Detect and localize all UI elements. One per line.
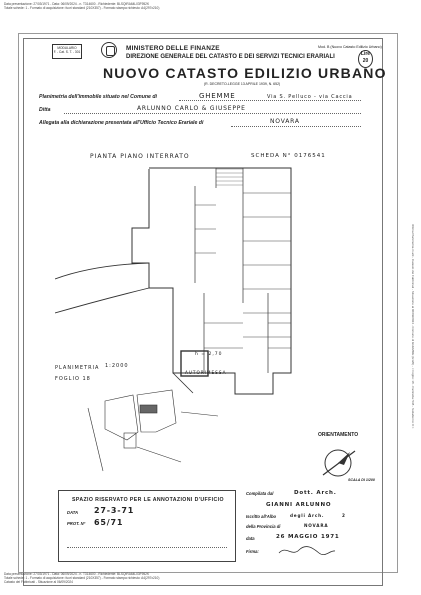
comune-underline xyxy=(179,100,361,101)
signature-icon xyxy=(277,544,337,558)
province-label: della Provincia di xyxy=(246,524,281,529)
office-annotation-title: SPAZIO RISERVATO PER LE ANNOTAZIONI D'UFFICIO xyxy=(72,497,224,503)
planimetria-label-plan: PLANIMETRIA xyxy=(55,365,100,371)
floor-plan-drawing xyxy=(55,153,355,483)
bottom-annotations xyxy=(58,490,358,565)
header-meta-line-1: Data presentazione: 27/03/1971 - Data: 06/09/2024 - n. T314600 - Richiedente: BLSQIRA64L03F952K xyxy=(4,2,150,6)
model-code: Mod. B (Nuovo Catasto Edilizio Urbano) xyxy=(318,45,382,49)
building-outline xyxy=(132,168,291,394)
fee-word: Lire xyxy=(360,51,371,57)
date-value: 26 MAGGIO 1971 xyxy=(276,534,340,540)
register-type: degli Arch. xyxy=(290,513,325,518)
print-metadata-footer xyxy=(4,572,159,584)
planimetria-label: Planimetria dell'immobile situato nel Comune di xyxy=(39,94,157,100)
fee-value: 20 xyxy=(362,58,369,64)
orientation-label: ORIENTAMENTO xyxy=(318,432,359,438)
footer-meta-line-1: Data presentazione: 27/03/1971 - Data: 06/09/2024 - n. T314600 - Richiedente: BLSQIRA64L03F952K xyxy=(4,572,150,576)
entry-ramp-outer xyxy=(55,288,149,313)
compiler-name: GIANNI ARLUNNO xyxy=(266,502,332,508)
stamp-line-2: F. - Cat. S. T. - 301 xyxy=(53,50,81,54)
entry-ramp-inner xyxy=(55,263,149,279)
allegata-label: Allegata alla dichiarazione presentata all'Ufficio Tecnico Erariale di xyxy=(39,120,204,126)
direction-title: DIREZIONE GENERALE DEL CATASTO E DEI SERVIZI TECNICI ERARIALI xyxy=(126,54,335,60)
side-catasto-code: Ultima Planimetria in atti - Catasto dei Fabbricati - Situazione al 06/09/2024 - Comune di GHEMME (E120) - < Foglio: 18 - Particella: 538 - Subalterno: 0 > xyxy=(411,224,415,429)
plan-title: PIANTA PIANO INTERRATO xyxy=(90,153,190,160)
header-meta-line-2: Totale schede: 1 - Formato di acquisizione: fuori standard (210X357) - Formato stampa richiesto: A4(297x210) xyxy=(4,6,160,10)
office-annotation-box xyxy=(58,490,236,562)
ministry-title: MINISTERO DELLE FINANZE xyxy=(126,45,220,52)
italian-republic-emblem-icon xyxy=(101,42,117,58)
stamp-line-1: MODULARIO xyxy=(57,46,77,50)
print-metadata-header xyxy=(4,2,159,10)
via-value: Via S. Pelluco - via Caccia xyxy=(267,94,353,100)
office-signature-line xyxy=(67,547,227,548)
office-date-label: DATA xyxy=(67,510,79,515)
ditta-label: Ditta xyxy=(39,107,51,113)
ditta-value: ARLUNNO CARLO & GIUSEPPE xyxy=(137,105,246,112)
registered-label: Iscritto all'Albo xyxy=(246,514,277,519)
compiler-title: Dott. Arch. xyxy=(294,490,337,496)
compiler-info xyxy=(246,490,358,562)
office-protocol-value: 65/71 xyxy=(94,518,124,527)
page-title: NUOVO CATASTO EDILIZIO URBANO xyxy=(103,65,387,81)
compiled-by-label: Compilata dal xyxy=(246,491,274,496)
office-protocol-label: PROT. N° xyxy=(67,521,86,526)
decree-note: (R. DECRETO-LEGGE 13 APRILE 1939, N. 652) xyxy=(204,82,281,86)
planimetria-scale: 1:2000 xyxy=(105,363,129,369)
signature-label: Firma: xyxy=(246,549,259,554)
stair-hatch xyxy=(216,169,243,185)
height-label: h = 2,70 xyxy=(195,352,223,357)
ufficio-underline xyxy=(231,126,361,127)
province-value: NOVARA xyxy=(304,523,329,528)
autorimessa-label: AUTORIMESSA xyxy=(185,370,227,375)
office-date-value: 27-3-71 xyxy=(94,506,135,515)
ufficio-value: NOVARA xyxy=(270,118,300,125)
footer-meta-line-3: Catasto dei Fabbricati - Situazione al 06/09/2024 xyxy=(4,580,73,584)
scheda-number: SCHEDA N° 0176541 xyxy=(251,153,326,159)
footer-meta-line-2: Totale schede: 1 - Formato di acquisizione: fuori standard (210X357) - Formato stampa richiesto: A4(297x210) xyxy=(4,576,160,580)
date-label: data xyxy=(246,536,255,541)
modulario-stamp xyxy=(52,44,82,59)
floor-plan-svg xyxy=(55,153,355,483)
foglio-label: FOGLIO 18 xyxy=(55,376,91,382)
ditta-underline xyxy=(64,113,361,114)
site-map xyxy=(88,390,218,471)
scale-label: SCALA DI 1/200 xyxy=(348,478,375,482)
comune-value: GHEMME xyxy=(199,92,236,100)
register-number: 2 xyxy=(342,513,346,518)
